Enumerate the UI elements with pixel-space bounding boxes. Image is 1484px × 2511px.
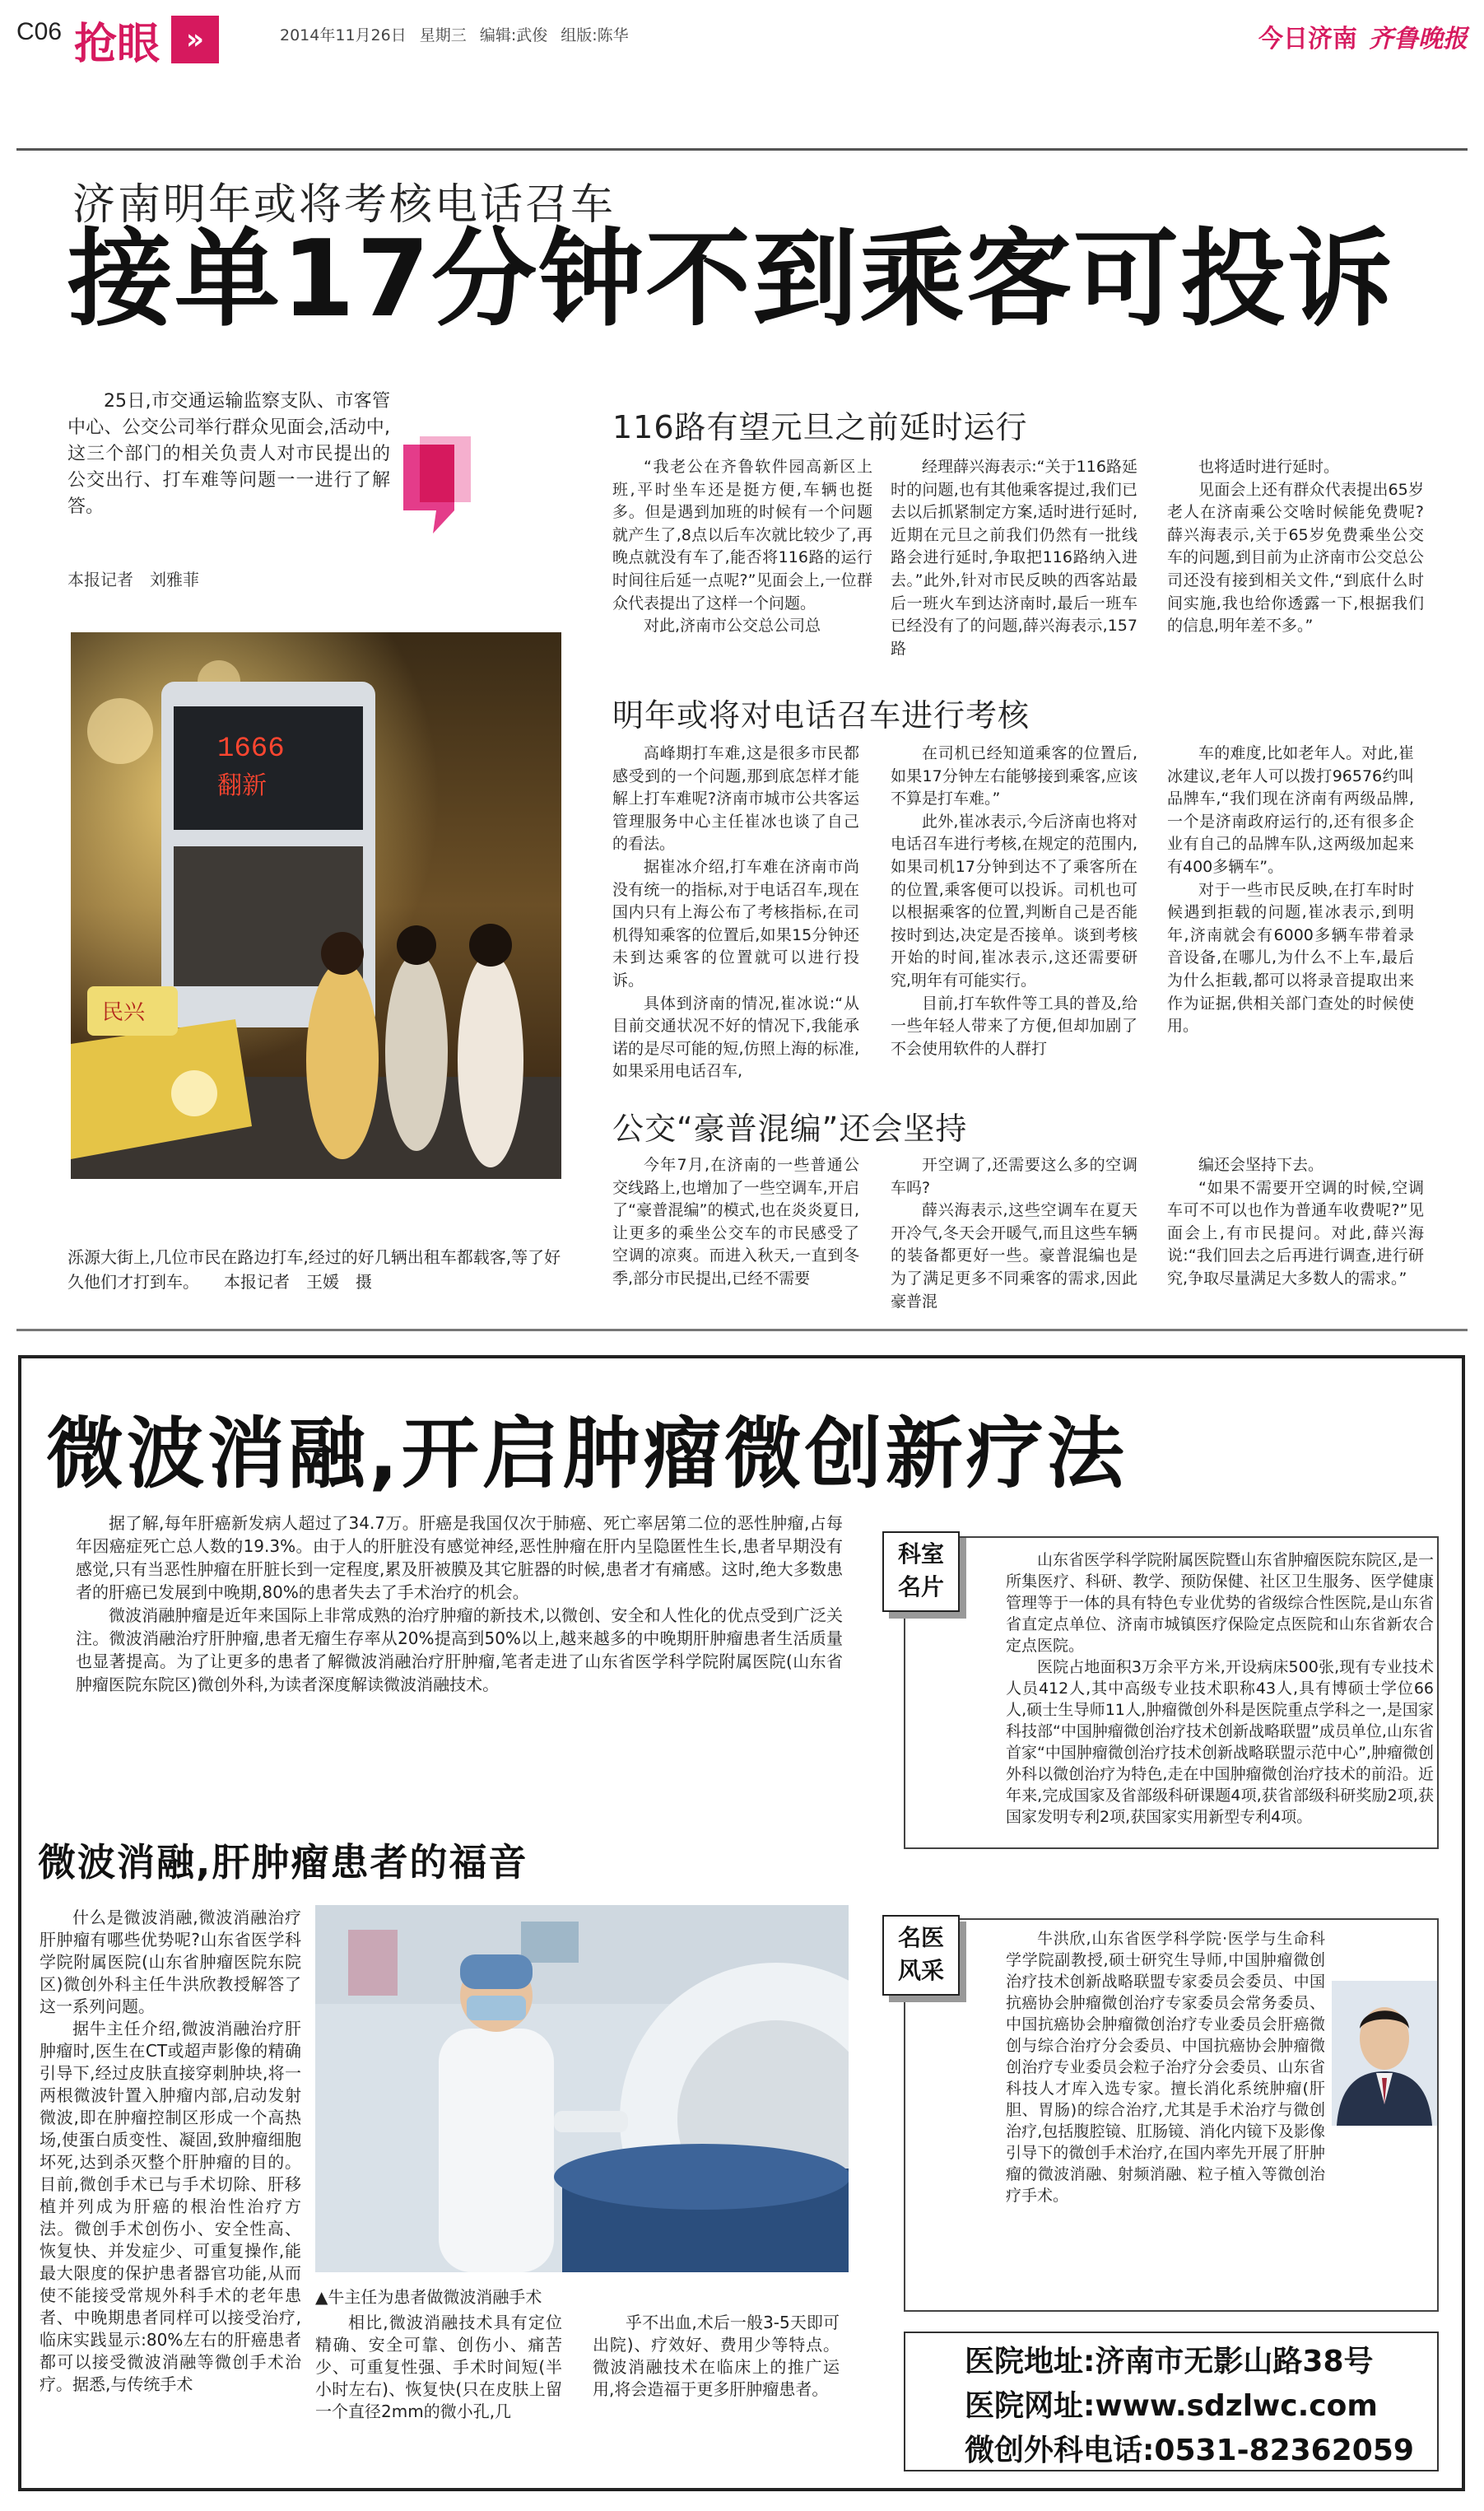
column-text [612,1154,859,1291]
section-name: 抢眼 [74,19,160,69]
paragraph: 此外,崔冰表示,今后济南也将对电话召车进行考核,在规定的范围内,如果司机17分钟到达不了乘客所在的位置,乘客便可以投诉。司机也可以根据乘客的位置,判断自己是否能按时到达,决定是否接单。谈到考核开始的时间,崔冰表示,这还需要研究,明年有可能实行。 [891,812,1137,990]
paragraph: 车的难度,比如老年人。对此,崔冰建议,老年人可以拨打96576约叫品牌车,“我们现在济南有两级品牌,一个是济南政府运行的,还有很多企业有自己的品牌车队,这两级加起来有400多辆车”。 [1167,744,1414,876]
article-kicker: 济南明年或将考核电话召车 [72,180,616,230]
issue-editor: 编辑:武俊 [479,26,548,44]
doctor-card-tag [882,1915,960,1996]
edition-name: 今日济南 [1258,25,1357,54]
column-text [1006,1549,1434,1828]
article-column [1167,1154,1424,1291]
surgery-photo-caption: ▲牛主任为患者做微波消融手术 [315,2287,542,2307]
paragraph: 对于一些市民反映,在打车时时候遇到拒载的问题,崔冰表示,到明年,济南就会有6000多辆车带着录音设备,在哪儿,为什么不上车,最后为什么拒载,都可以将录音提取出来作为证据,供相关部门查处的时候使用。 [1167,880,1414,1036]
paragraph: 薛兴海表示,这些空调车在夏天开冷气,冬天会开暖气,而且这些车辆的装备都更好一些。豪普混编也是为了满足更多不同乘客的需求,因此豪普混 [891,1201,1137,1311]
section-tab [74,3,262,76]
paragraph: 高峰期打车难,这是很多市民都感受到的一个问题,那到底怎样才能解上打车难呢?济南市城市公共客运管理服务中心主任崔冰也谈了自己的看法。 [612,744,859,854]
intro-paragraph: 据了解,每年肝癌新发病人超过了34.7万。肝癌是我国仅次于肺癌、死亡率居第二位的恶性肿瘤,占每年因癌症死亡总人数的19.3%。由于人的肝脏没有感觉神经,恶性肿瘤在肝内呈隐匿性生长,患者早期没有感觉,只有当恶性肿瘤在肝脏长到一定程度,累及肝被膜及其它脏器的时候,患者才有痛感。这时,绝大多数患者的肝癌已发展到中晚期,80%的患者失去了手术治疗的机会。 [76,1513,843,1602]
dept-card-tag [882,1531,960,1612]
bus-route-sign: 1666 [217,734,285,765]
column-text [891,743,1137,1060]
bus-banner-sign: 翻新 [217,771,267,800]
paragraph: 据牛主任介绍,微波消融治疗肝肿瘤时,医生在CT或超声影像的精确引导下,经过皮肤直接穿刺肿块,将一两根微波针置入肿瘤内部,启动发射微波,即在肿瘤控制区形成一个高热场,使蛋白质变性、凝固,致肿瘤细胞坏死,达到杀灭整个肝肿瘤的目的。目前,微创手术已与手术切除、肝移植并列成为肝癌的根治性治疗方法。微创手术创伤小、安全性高、恢复快、并发症少、可重复操作,能最大限度的保护患者器官功能,从而使不能接受常规外科手术的老年患者、中晚期患者同样可以接受治疗,临床实践显示:80%左右的肝癌患者都可以接受微波消融等微创手术治疗。据悉,与传统手术 [40,2019,301,2394]
tag-line: 科室 [897,1540,944,1568]
column-text [612,456,872,638]
column-text [1167,456,1424,638]
paragraph: 也将适时进行延时。 [1198,458,1340,476]
column-text [891,1154,1137,1313]
column-text [1167,1154,1424,1291]
header-rule [16,148,1468,151]
surgery-photo [315,1905,849,2272]
article-column [1167,743,1414,1038]
article-column [612,456,872,638]
paragraph: 什么是微波消融,微波消融治疗肝肿瘤有哪些优势呢?山东省医学科学院附属医院(山东省肿瘤医院东院区)微创外科主任牛洪欣教授解答了这一系列问题。 [40,1908,301,2016]
page-number: C06 [16,18,63,45]
article-column [891,1154,1137,1313]
paragraph: 医院占地面积3万余平方米,开设病床500张,现有专业技术人员412人,其中高级专业技术职称43人,具有博硕士学位66人,硕士生导师11人,肿瘤微创外科是医院重点学科之一,是国家科技部“中国肿瘤微创治疗技术创新战略联盟”成员单位,山东省首家“中国肿瘤微创治疗技术创新战略联盟示范中心”,肿瘤微创外科以微创治疗为特色,走在中国肿瘤微创治疗技术的前沿。近年来,完成国家及省部级科研课题4项,获省部级科研奖励2项,获国家发明专利2项,获国家实用新型专利4项。 [1006,1658,1434,1826]
advertorial-intro [76,1512,843,1696]
paragraph: “如果不需要开空调的时候,空调车可不可以也作为普通车收费呢?”见面会上,有市民提问。对此,薛兴海说:“我们回去之后再进行调查,进行研究,争取尽量满足大多数人的需求。” [1167,1178,1424,1288]
column-text [315,2312,562,2423]
paragraph: 见面会上还有群众代表提出65岁老人在济南乘公交啥时候能免费呢?薛兴海表示,关于65岁免费乘坐公交车的问题,到目前为止济南市公交总公司还没有接到相关文件,“到底什么时间实施,我也给你透露一下,根据我们的信息,明年差不多。” [1167,480,1424,636]
advertorial-column [315,2312,562,2423]
paragraph: 据崔冰介绍,打车难在济南市尚没有统一的指标,对于电话召车,现在国内只有上海公布了考核指标,在司机得知乘客的位置后,如果15分钟还未到达乘客的位置就可以进行投诉。 [612,857,859,990]
issue-date: 2014年11月26日 [280,26,407,44]
street-taxi-photo [71,632,561,1179]
hospital-address: 医院地址:济南市无影山路38号 [965,2345,1374,2378]
hospital-phone: 微创外科电话:0531-82362059 [965,2434,1414,2467]
paragraph: 山东省医学科学院附属医院暨山东省肿瘤医院东院区,是一所集医疗、科研、教学、预防保健、社区卫生服务、医学健康管理等于一体的具有特色专业优势的省级综合性医院,是山东省省直定点单位、济南市城镇医疗保险定点医院和山东省新农合定点医院。 [1006,1551,1434,1655]
article-column [891,743,1137,1060]
issue-meta [280,23,629,45]
article-byline: 本报记者 刘雅菲 [67,570,199,589]
column-text [1006,1928,1325,2206]
paragraph: 编还会坚持下去。 [1198,1156,1324,1174]
paragraph: 今年7月,在济南的一些普通公交线路上,也增加了一些空调车,开启了“豪普混编”的模式,也在炎炎夏日,让更多的乘坐公交车的市民感受了空调的凉爽。而进入秋天,一直到冬季,部分市民提出,已经不需要 [612,1156,859,1288]
issue-layout: 组版:陈华 [561,26,629,44]
paragraph: 在司机已经知道乘客的位置后,如果17分钟左右能够接到乘客,应该不算是打车难。” [891,744,1137,808]
advertorial-title: 微波消融,开启肿瘤微创新疗法 [46,1409,1128,1499]
column-text [40,1907,301,2396]
section-title-bus-116: 116路有望元旦之前延时运行 [612,409,1028,445]
intro-paragraph: 微波消融肿瘤是近年来国际上非常成熟的治疗肿瘤的新技术,以微创、安全和人性化的优点受到广泛关注。微波消融治疗肝肿瘤,患者无瘤生存率从20%提高到50%以上,越来越多的中晚期肝肿瘤患者生活质量也显著提高。为了让更多的患者了解微波消融治疗肝肿瘤,笔者走进了山东省医学科学院附属医院(山东省肿瘤医院东院区)微创外科,为读者深度解读微波消融技术。 [76,1605,843,1694]
paragraph: 目前,打车软件等工具的普及,给一些年轻人带来了方便,但却加剧了不会使用软件的人群打 [891,994,1137,1058]
article-column [612,1154,859,1291]
advertorial-column [593,2312,840,2401]
double-chevron-right-icon: » [171,16,219,63]
speech-bubble-icon [403,436,477,535]
article-column [612,743,859,1083]
paragraph: 相比,微波消融技术具有定位精确、安全可靠、创伤小、痛苦少、可重复性强、手术时间短(半小时左右)、恢复快(只在皮肤上留一个直径2mm的微小孔,几 [315,2313,562,2421]
section-title-phone-booking: 明年或将对电话召车进行考核 [612,697,1030,734]
tag-line: 名医 [897,1924,944,1951]
tag-line: 风采 [897,1957,944,1984]
dept-card-text [1006,1549,1434,1828]
doctor-portrait [1332,1981,1437,2126]
photo-caption: 泺源大街上,几位市民在路边打车,经过的好几辆出租车都载客,等了好久他们才打到车。 本报记者 王媛 摄 [67,1247,561,1292]
doctor-card-text [1006,1928,1325,2206]
column-text [593,2312,840,2401]
surgery-photo-art [315,1905,849,2272]
doctor-portrait-art [1332,1981,1437,2126]
article-column [1167,456,1424,638]
paragraph: 牛洪欣,山东省医学科学院·医学与生命科学学院副教授,硕士研究生导师,中国肿瘤微创治疗技术创新战略联盟专家委员会委员、中国抗癌协会肿瘤微创治疗专家委员会常务委员、中国抗癌协会肿瘤微创治疗专业委员会肝癌微创与综合治疗分会委员、中国抗癌协会肿瘤微创治疗专业委员会粒子治疗分会委员、山东省科技人才库入选专家。擅长消化系统肿瘤(肝胆、胃肠)的综合治疗,尤其是手术治疗与微创治疗,包括腹腔镜、肛肠镜、消化内镜下及影像引导下的微创手术治疗,在国内率先开展了肝肿瘤的微波消融、射频消融、粒子植入等微创治疗手术。 [1006,1930,1325,2205]
taxi-roof-sign: 民兴 [102,1000,146,1025]
masthead [1258,18,1468,54]
paragraph: 具体到济南的情况,崔冰说:“从目前交通状况不好的情况下,我能承诺的是尽可能的短,仿照上海的标准,如果采用电话召车, [612,994,859,1081]
contact-box [904,2332,1439,2471]
article-headline: 接单17分钟不到乘客可投诉 [67,218,1395,341]
advertorial-column [40,1907,301,2396]
paragraph: 对此,济南市公交总公司总 [644,617,821,636]
article-intro: 25日,市交通运输监察支队、市客管中心、公交公司举行群众见面会,活动中,这三个部门的相关负责人对市民提出的公交出行、打车难等问题一一进行了解答。 [67,391,390,517]
paragraph: 经理薛兴海表示:“关于116路延时的问题,也有其他乘客提过,我们已去以后抓紧制定方案,适时进行延时,近期在元旦之前我们仍然有一批线路会进行延时,争取把116路纳入进去。”此外,针对市民反映的西客站最后一班火车到达济南时,最后一班车已经没有了的问题,薛兴海表示,157路 [891,458,1137,658]
section-title-mixed-buses: 公交“豪普混编”还会坚持 [612,1111,968,1147]
issue-weekday: 星期三 [419,26,467,44]
column-text [1167,743,1414,1038]
column-text [891,456,1137,660]
hospital-website: 医院网址:www.sdzlwc.com [965,2389,1378,2423]
street-taxi-photo-art [71,632,561,1179]
column-text [612,743,859,1083]
advertorial-subtitle: 微波消融,肝肿瘤患者的福音 [38,1840,528,1884]
paragraph: 乎不出血,术后一般3-5天即可出院)、疗效好、费用少等特点。微波消融技术在临床上的推广运用,将会造福于更多肝肿瘤患者。 [593,2313,840,2399]
tag-line: 名片 [897,1573,944,1600]
paragraph: “我老公在齐鲁软件园高新区上班,平时坐车还是挺方便,车辆也挺多。但是遇到加班的时候有一个问题就产生了,8点以后车次就比较少了,再晚点就没有车了,能否将116路的运行时间往后延一点呢?”见面会上,一位群众代表提出了这样一个问题。 [612,458,872,613]
section-rule [16,1329,1468,1331]
paper-logo: 齐鲁晚报 [1369,25,1468,54]
paragraph: 开空调了,还需要这么多的空调车吗? [891,1156,1137,1197]
article-column [891,456,1137,660]
